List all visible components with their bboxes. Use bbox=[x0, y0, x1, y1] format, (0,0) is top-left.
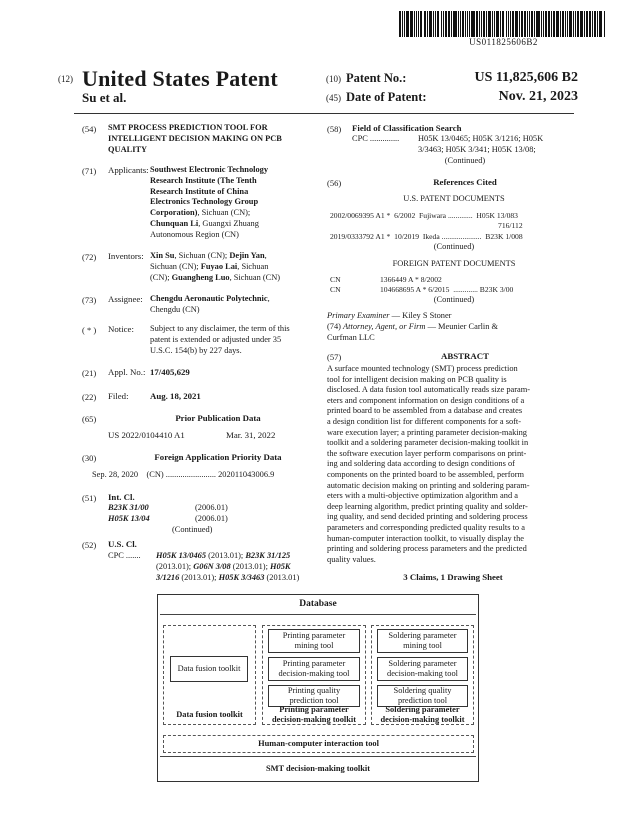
barcode-bar bbox=[594, 11, 596, 37]
barcode-bar bbox=[577, 11, 579, 37]
us-cl-cpc: CPC ....... bbox=[108, 551, 141, 560]
barcode-bar bbox=[599, 11, 602, 37]
field-search-lines: H05K 13/0465; H05K 3/1216; H05K 3/3463; H05K 3/341; H05K 13/08; bbox=[418, 134, 544, 154]
code-71: (71) bbox=[82, 166, 97, 176]
barcode-bar bbox=[481, 11, 482, 37]
abstract-line: eters with a multi-objective optimization algorithm and a bbox=[327, 491, 518, 501]
soldering-quality-label: Soldering quality prediction tool bbox=[393, 686, 452, 705]
abstract-line: components on the printed board to be assembled, perform bbox=[327, 469, 524, 479]
patent-number: US 11,825,606 B2 bbox=[474, 70, 578, 85]
prior-pub-title: Prior Publication Data bbox=[175, 413, 261, 423]
applicants-label: Applicants: bbox=[108, 165, 149, 175]
barcode-bar bbox=[435, 11, 436, 37]
abstract-line: human-computer interaction toolkit, to visually display the bbox=[327, 533, 525, 543]
int-cl-label: Int. Cl. bbox=[108, 492, 135, 502]
foreign-docs-cc: CN CN bbox=[330, 275, 341, 294]
barcode-bar bbox=[510, 11, 511, 37]
barcode-bar bbox=[534, 11, 535, 37]
barcode-bar bbox=[548, 11, 550, 37]
barcode-bar bbox=[589, 11, 591, 37]
barcode-bar bbox=[433, 11, 434, 37]
barcode-bar bbox=[512, 11, 514, 37]
assignee: Chengdu Aeronautic Polytechnic, Chengdu (CN) bbox=[150, 294, 270, 314]
prior-pub-date: Mar. 31, 2022 bbox=[226, 430, 276, 440]
database-label: Database bbox=[299, 599, 337, 609]
claims-summary: 3 Claims, 1 Drawing Sheet bbox=[403, 572, 503, 582]
barcode-bar bbox=[437, 11, 439, 37]
barcode-bar bbox=[418, 11, 419, 37]
barcode-bar bbox=[506, 11, 507, 37]
barcode-bar bbox=[592, 11, 593, 37]
foreign-docs-list: 1366449 A * 8/2002 104668695 A * 6/2015 ............. B23K 3/00 bbox=[380, 275, 514, 294]
abstract-line: parameters and corresponding predicted quality results to a bbox=[327, 522, 525, 532]
field-search-continued: (Continued) bbox=[444, 156, 486, 165]
code-58: (58) bbox=[327, 124, 342, 134]
barcode-bar bbox=[453, 11, 456, 37]
barcode-bar bbox=[460, 11, 461, 37]
barcode-bar bbox=[451, 11, 452, 37]
barcode-bar bbox=[502, 11, 504, 37]
barcode-bar bbox=[414, 11, 415, 37]
filed-label: Filed: bbox=[108, 391, 129, 401]
barcode-bar bbox=[515, 11, 518, 37]
barcode-bar bbox=[462, 11, 464, 37]
code-72: (72) bbox=[82, 252, 97, 262]
barcode-bar bbox=[551, 11, 552, 37]
database-divider bbox=[160, 614, 476, 615]
barcode-bar bbox=[488, 11, 490, 37]
appl-no-label: Appl. No.: bbox=[108, 367, 146, 377]
us-docs-list: 2002/0069395 A1 * 6/2002 Fujiwara ............. H05K 13/083 716/112 2019/0333792 A1 * 10/2019 Ikeda ..................... B23K 1/008 bbox=[330, 211, 523, 241]
barcode-bar bbox=[521, 11, 522, 37]
barcode-bar bbox=[508, 11, 509, 37]
abstract-line: eters and component information on design conditions of a bbox=[327, 395, 525, 405]
us-docs-continued: (Continued) bbox=[433, 242, 475, 251]
notice-text: Subject to any disclaimer, the term of this patent is extended or adjusted under 35 U.S.C. 154(b) by 227 days. bbox=[150, 324, 290, 355]
code-12: (12) bbox=[58, 74, 73, 84]
code-10: (10) bbox=[326, 74, 341, 84]
barcode-bar bbox=[469, 11, 470, 37]
code-22: (22) bbox=[82, 392, 97, 402]
barcode-bar bbox=[584, 11, 585, 37]
int-cl-continued: (Continued) bbox=[172, 525, 213, 534]
us-cl-lines: H05K 13/0465 (2013.01); B23K 31/125 (2013.01); G06N 3/08 (2013.01); H05K 3/1216 (2013.01); H05K 3/3463 (2013.01) bbox=[156, 551, 300, 582]
printing-quality-label: Printing quality prediction tool bbox=[287, 686, 341, 705]
field-search-cpc: CPC .............. bbox=[352, 134, 400, 143]
patent-date: Nov. 21, 2023 bbox=[498, 89, 578, 104]
int-cl-1-date: (2006.01) bbox=[195, 503, 228, 512]
barcode-bar bbox=[399, 11, 401, 37]
barcode-bar bbox=[471, 11, 474, 37]
abstract-line: tool for intelligent decision making on PCB quality is bbox=[327, 374, 507, 384]
abstract-line: ing and soldering data according to design conditions of bbox=[327, 459, 515, 469]
code-73: (73) bbox=[82, 295, 97, 305]
inventors: Xin Su, Sichuan (CN); Dejin Yan, Sichuan (CN); Fuyao Lai, Sichuan (CN); Guangheng Luo, Sichuan (CN) bbox=[150, 251, 281, 282]
abstract-line: a design condition list for different components for a soft- bbox=[327, 416, 522, 426]
data-fusion-tool-label: Data fusion toolkit bbox=[177, 664, 241, 673]
int-cl-2: H05K 13/04 bbox=[108, 514, 150, 523]
barcode-bar bbox=[531, 11, 533, 37]
date-label: Date of Patent: bbox=[346, 90, 427, 104]
int-cl-2-date: (2006.01) bbox=[195, 514, 228, 523]
printing-decision-label: Printing parameter decision-making tool bbox=[278, 659, 350, 678]
barcode-bar bbox=[494, 11, 495, 37]
barcode-bar bbox=[565, 11, 566, 37]
data-fusion-toolkit-label: Data fusion toolkit bbox=[176, 710, 243, 719]
barcode-bar bbox=[465, 11, 466, 37]
barcode-bar bbox=[410, 11, 413, 37]
barcode-bar bbox=[404, 11, 405, 37]
barcode-bar bbox=[586, 11, 587, 37]
soldering-decision-label: Soldering parameter decision-making tool bbox=[387, 659, 458, 678]
abstract-line: disclosed. A data fusion tool automatically reads size param- bbox=[327, 385, 531, 395]
abstract-line: quality values. bbox=[327, 554, 376, 564]
barcode-bar bbox=[448, 11, 450, 37]
barcode-bar bbox=[445, 11, 447, 37]
foreign-priority-title: Foreign Application Priority Data bbox=[154, 452, 282, 462]
inventors-label: Inventors: bbox=[108, 251, 144, 261]
abstract-line: ware execution layer; a printing parameter decision-making bbox=[327, 427, 527, 437]
assignee-label: Assignee: bbox=[108, 294, 143, 304]
printing-toolkit-label: Printing parameter decision-making toolkit bbox=[272, 705, 356, 724]
abstract-text bbox=[327, 364, 579, 565]
abstract-line: toolkit and a soldering parameter decision-making toolkit in bbox=[327, 438, 529, 448]
code-51: (51) bbox=[82, 493, 97, 503]
abstract-line: printing and soldering process parameters and the predicted bbox=[327, 544, 527, 554]
barcode-bar bbox=[560, 11, 561, 37]
barcode-bar bbox=[458, 11, 459, 37]
code-30: (30) bbox=[82, 453, 97, 463]
abstract-title: ABSTRACT bbox=[441, 351, 489, 361]
invention-title: SMT PROCESS PREDICTION TOOL FOR INTELLIGENT DECISION MAKING ON PCB QUALITY bbox=[108, 123, 282, 154]
barcode-bar bbox=[467, 11, 468, 37]
smt-toolkit-label: SMT decision-making toolkit bbox=[265, 764, 371, 773]
barcode-bar bbox=[441, 11, 442, 37]
abstract-line: automatic decision making on printing and soldering param- bbox=[327, 480, 530, 490]
barcode-bar bbox=[402, 11, 403, 37]
barcode-bar bbox=[429, 11, 432, 37]
barcode-bar bbox=[519, 11, 520, 37]
barcode-bar bbox=[604, 11, 605, 37]
code-notice: ( * ) bbox=[82, 325, 97, 335]
abstract-line: A surface mounted technology (SMT) process prediction bbox=[327, 364, 518, 373]
attorney: (74) Attorney, Agent, or Firm — Meunier Carlin & Curfman LLC bbox=[327, 322, 499, 342]
barcode-bar bbox=[486, 11, 487, 37]
barcode-bar bbox=[529, 11, 530, 37]
barcode-bar bbox=[496, 11, 499, 37]
barcode-bar bbox=[569, 11, 571, 37]
barcode-bar bbox=[580, 11, 583, 37]
soldering-mining-label: Soldering parameter mining tool bbox=[388, 631, 457, 650]
barcode-bar bbox=[500, 11, 501, 37]
int-cl-1: B23K 31/00 bbox=[108, 503, 149, 512]
barcode-bar bbox=[483, 11, 485, 37]
filed-date: Aug. 18, 2021 bbox=[150, 391, 201, 401]
code-57: (57) bbox=[327, 352, 342, 362]
smt-divider bbox=[160, 756, 476, 757]
abstract-line: deep learning algorithm, predict printing quality and solder- bbox=[327, 501, 528, 511]
code-52: (52) bbox=[82, 540, 97, 550]
barcode-bar bbox=[479, 11, 480, 37]
primary-examiner: Primary Examiner — Kiley S Stoner bbox=[327, 311, 452, 320]
abstract-line: printed board to be assembled from a database and creates bbox=[327, 406, 523, 416]
barcode-bar bbox=[406, 11, 408, 37]
barcode-bar bbox=[575, 11, 576, 37]
barcode-bar bbox=[562, 11, 564, 37]
foreign-docs-continued: (Continued) bbox=[433, 295, 475, 304]
barcode-bar bbox=[416, 11, 417, 37]
soldering-toolkit-label: Soldering parameter decision-making toolkit bbox=[380, 705, 465, 724]
barcode-bar bbox=[536, 11, 539, 37]
code-56: (56) bbox=[327, 178, 342, 188]
code-45: (45) bbox=[326, 93, 341, 103]
barcode-bar bbox=[476, 11, 478, 37]
barcode-bar bbox=[424, 11, 426, 37]
patent-no-label: Patent No.: bbox=[346, 71, 407, 85]
barcode-number: US011825606B2 bbox=[469, 37, 538, 47]
barcode-bar bbox=[556, 11, 559, 37]
hci-label: Human-computer interaction tool bbox=[258, 739, 379, 748]
references-title: References Cited bbox=[433, 177, 497, 187]
barcode-bar bbox=[567, 11, 568, 37]
barcode-bar bbox=[573, 11, 574, 37]
abstract-line: the software execution layer perform comparisons on print- bbox=[327, 448, 527, 458]
printing-mining-label: Printing parameter mining tool bbox=[282, 631, 346, 650]
barcode-bar bbox=[427, 11, 428, 37]
notice-label: Notice: bbox=[108, 324, 134, 334]
abstract-line: ing quality, and send decided printing and soldering process bbox=[327, 512, 528, 522]
code-65: (65) bbox=[82, 414, 97, 424]
barcode bbox=[399, 11, 607, 37]
barcode-bar bbox=[543, 11, 544, 37]
applicants: Southwest Electronic Technology Research Institute (The Tenth Research Institute of China Electronics Technology Group Corporation), Sichuan (CN); Chunquan Li, Guangxi Zhuang Autonomous Region (CN) bbox=[150, 165, 269, 239]
barcode-bar bbox=[420, 11, 422, 37]
us-docs-title: U.S. PATENT DOCUMENTS bbox=[403, 194, 505, 203]
barcode-bar bbox=[597, 11, 598, 37]
foreign-priority-row: Sep. 28, 2020 (CN) ........................ 202011043006.9 bbox=[92, 470, 275, 479]
appl-no: 17/405,629 bbox=[150, 367, 190, 377]
barcode-bar bbox=[443, 11, 444, 37]
foreign-docs-title: FOREIGN PATENT DOCUMENTS bbox=[392, 259, 516, 268]
prior-pub-number: US 2022/0104410 A1 bbox=[108, 430, 185, 440]
header-rule bbox=[74, 113, 574, 114]
code-54: (54) bbox=[82, 124, 97, 134]
code-21: (21) bbox=[82, 368, 97, 378]
barcode-bar bbox=[524, 11, 526, 37]
barcode-bar bbox=[527, 11, 528, 37]
field-search-title: Field of Classification Search bbox=[352, 123, 462, 133]
barcode-bar bbox=[545, 11, 547, 37]
barcode-bar bbox=[541, 11, 542, 37]
barcode-bar bbox=[492, 11, 493, 37]
authors: Su et al. bbox=[82, 90, 127, 105]
patent-kind: United States Patent bbox=[82, 66, 278, 91]
barcode-bar bbox=[553, 11, 554, 37]
us-cl-label: U.S. Cl. bbox=[108, 539, 137, 549]
